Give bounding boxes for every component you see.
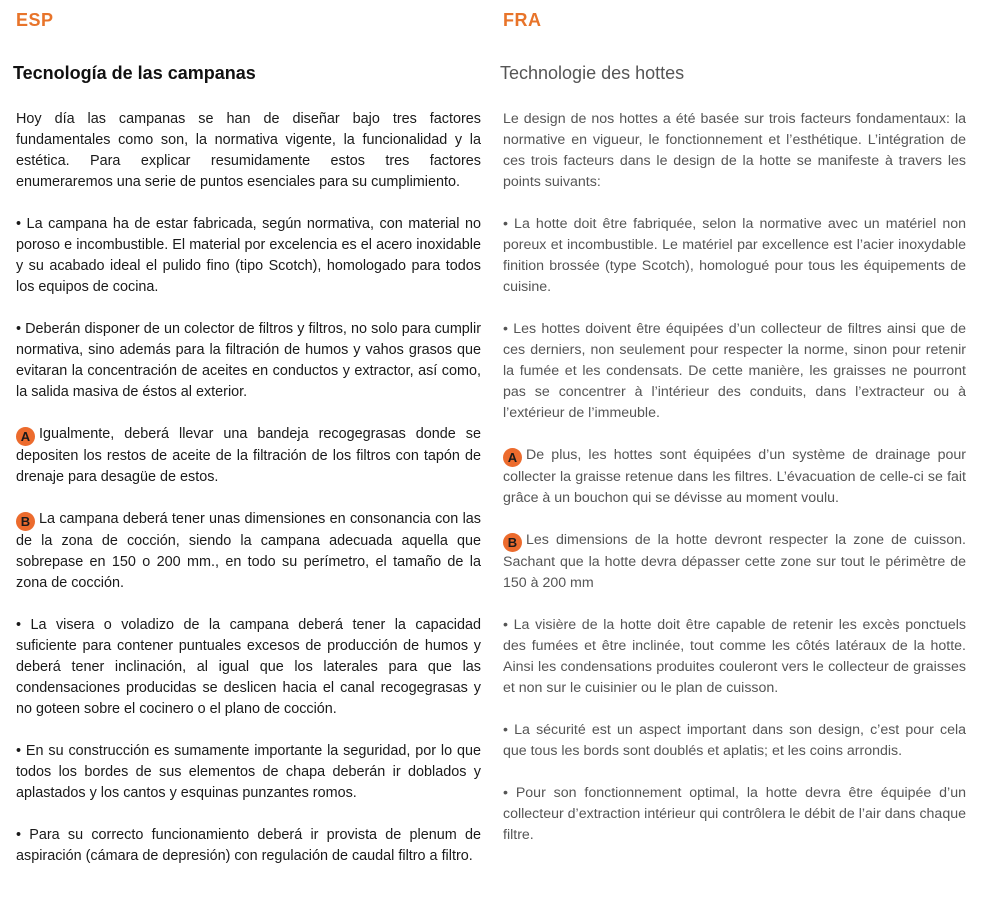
paragraph-text: Le design de nos hottes a été basée sur trois facteurs fondamentaux: la normative en vigueur, le fonctionnement et l’esthétique. L’intégration de ces trois facteurs dans le design de la hotte se manifeste à travers les points suivants: [503,111,966,190]
paragraph [503,445,966,509]
paragraph-text: • Deberán disponer de un colector de filtros y filtros, no solo para cumplir normativa, sino además para la filtración de humos y vahos grasos que evitaran la concentración de aceites en conductos y extractor, así como, la salida masiva de éstos al exterior. [16,321,481,400]
paragraph [16,319,481,403]
paragraph-text: • La visera o voladizo de la campana deberá tener la capacidad suficiente para contener puntuales excesos de producción de humos y deberá tener inclinación, al igual que los laterales para que las condensaciones producidas se deslicen hacia el canal recogegrasas y no goteen sobre el cocinero o el plano de cocción. [16,617,481,717]
paragraph-text: La campana deberá tener unas dimensiones en consonancia con las de la zona de cocción, siendo la campana adecuada aquella que sobrepase en 150 o 200 mm., en todo su perímetro, el tamaño de la zona de cocción. [16,511,481,591]
body-fra [503,109,966,867]
paragraph-text: • Pour son fonctionnement optimal, la hotte devra être équipée d’un collecteur d’extraction intérieur qui contrôlera le débit de l’air dans chaque filtre. [503,785,966,843]
paragraph-text: Igualmente, deberá llevar una bandeja recogegrasas donde se depositen los restos de aceite de la filtración de los filtros con tapón de drenaje para desagüe de estos. [16,426,481,485]
body-esp [16,109,481,888]
paragraph-text: • La campana ha de estar fabricada, según normativa, con material no poroso e incombustible. El material por excelencia es el acero inoxidable y su acabado ideal el pulido fino (tipo Scotch), homologado para todos los equipos de cocina. [16,216,481,295]
paragraph-text: Les dimensions de la hotte devront respecter la zone de cuisson. Sachant que la hotte devra dépasser cette zone sur tout le périmètre de 150 à 200 mm [503,532,966,591]
language-label-esp: ESP [16,10,54,30]
paragraph [16,424,481,488]
paragraph [503,783,966,846]
paragraph [16,615,481,720]
section-title-esp: Tecnología de las campanas [13,63,256,83]
paragraph [503,615,966,699]
paragraph [503,319,966,424]
callout-badge: B [16,512,35,531]
paragraph-text: • Para su correcto funcionamiento deberá ir provista de plenum de aspiración (cámara de depresión) con regulación de caudal filtro a filtro. [16,827,481,864]
paragraph [503,720,966,762]
language-label-fra: FRA [503,10,542,30]
paragraph [16,509,481,594]
paragraph [503,109,966,193]
paragraph [16,214,481,298]
paragraph [503,530,966,594]
paragraph-text: • La sécurité est un aspect important dans son design, c’est pour cela que tous les bords sont doublés et aplatis; et les coins arrondis. [503,722,966,759]
paragraph [16,825,481,867]
paragraph [16,109,481,193]
callout-badge: B [503,533,522,552]
paragraph-text: • La hotte doit être fabriquée, selon la normative avec un matériel non poreux et incombustible. Le matériel par excellence est l’acier inoxydable finition brossée (type Scotch), homologué pour tous les équipements de cuisine. [503,216,966,295]
callout-badge: A [16,427,35,446]
paragraph-text: • La visière de la hotte doit être capable de retenir les excès ponctuels des fumées et être inclinée, tout comme les côtés latéraux de la hotte. Ainsi les condensations produites couleront vers le collecteur de graisses et non sur le cuisinier ou le plan de cuisson. [503,617,966,696]
callout-badge: A [503,448,522,467]
paragraph-text: • En su construcción es sumamente importante la seguridad, por lo que todos los bordes de sus elementos de chapa deberán ir doblados y aplastados y los cantos y esquinas punzantes romos. [16,743,481,801]
paragraph [16,741,481,804]
section-title-fra: Technologie des hottes [500,63,685,83]
paragraph-text: Hoy día las campanas se han de diseñar bajo tres factores fundamentales como son, la normativa vigente, la funcionalidad y la estética. Para explicar resumidamente estos tres factores enumeraremos una serie de puntos esenciales para su cumplimiento. [16,111,481,190]
paragraph-text: De plus, les hottes sont équipées d’un système de drainage pour collecter la graisse retenue dans les filtres. L’évacuation de celle-ci se fait grâce à un bouchon qui se dévisse au moment voulu. [503,447,966,506]
paragraph [503,214,966,298]
paragraph-text: • Les hottes doivent être équipées d’un collecteur de filtres ainsi que de ces derniers, non seulement pour respecter la norme, sinon pour retenir la fumée et les condensats. De cette manière, les graisses ne pourront pas se concentrer à l’intérieur des conduits, dans l’extracteur ou à l’extérieur de l’immeuble. [503,321,966,421]
